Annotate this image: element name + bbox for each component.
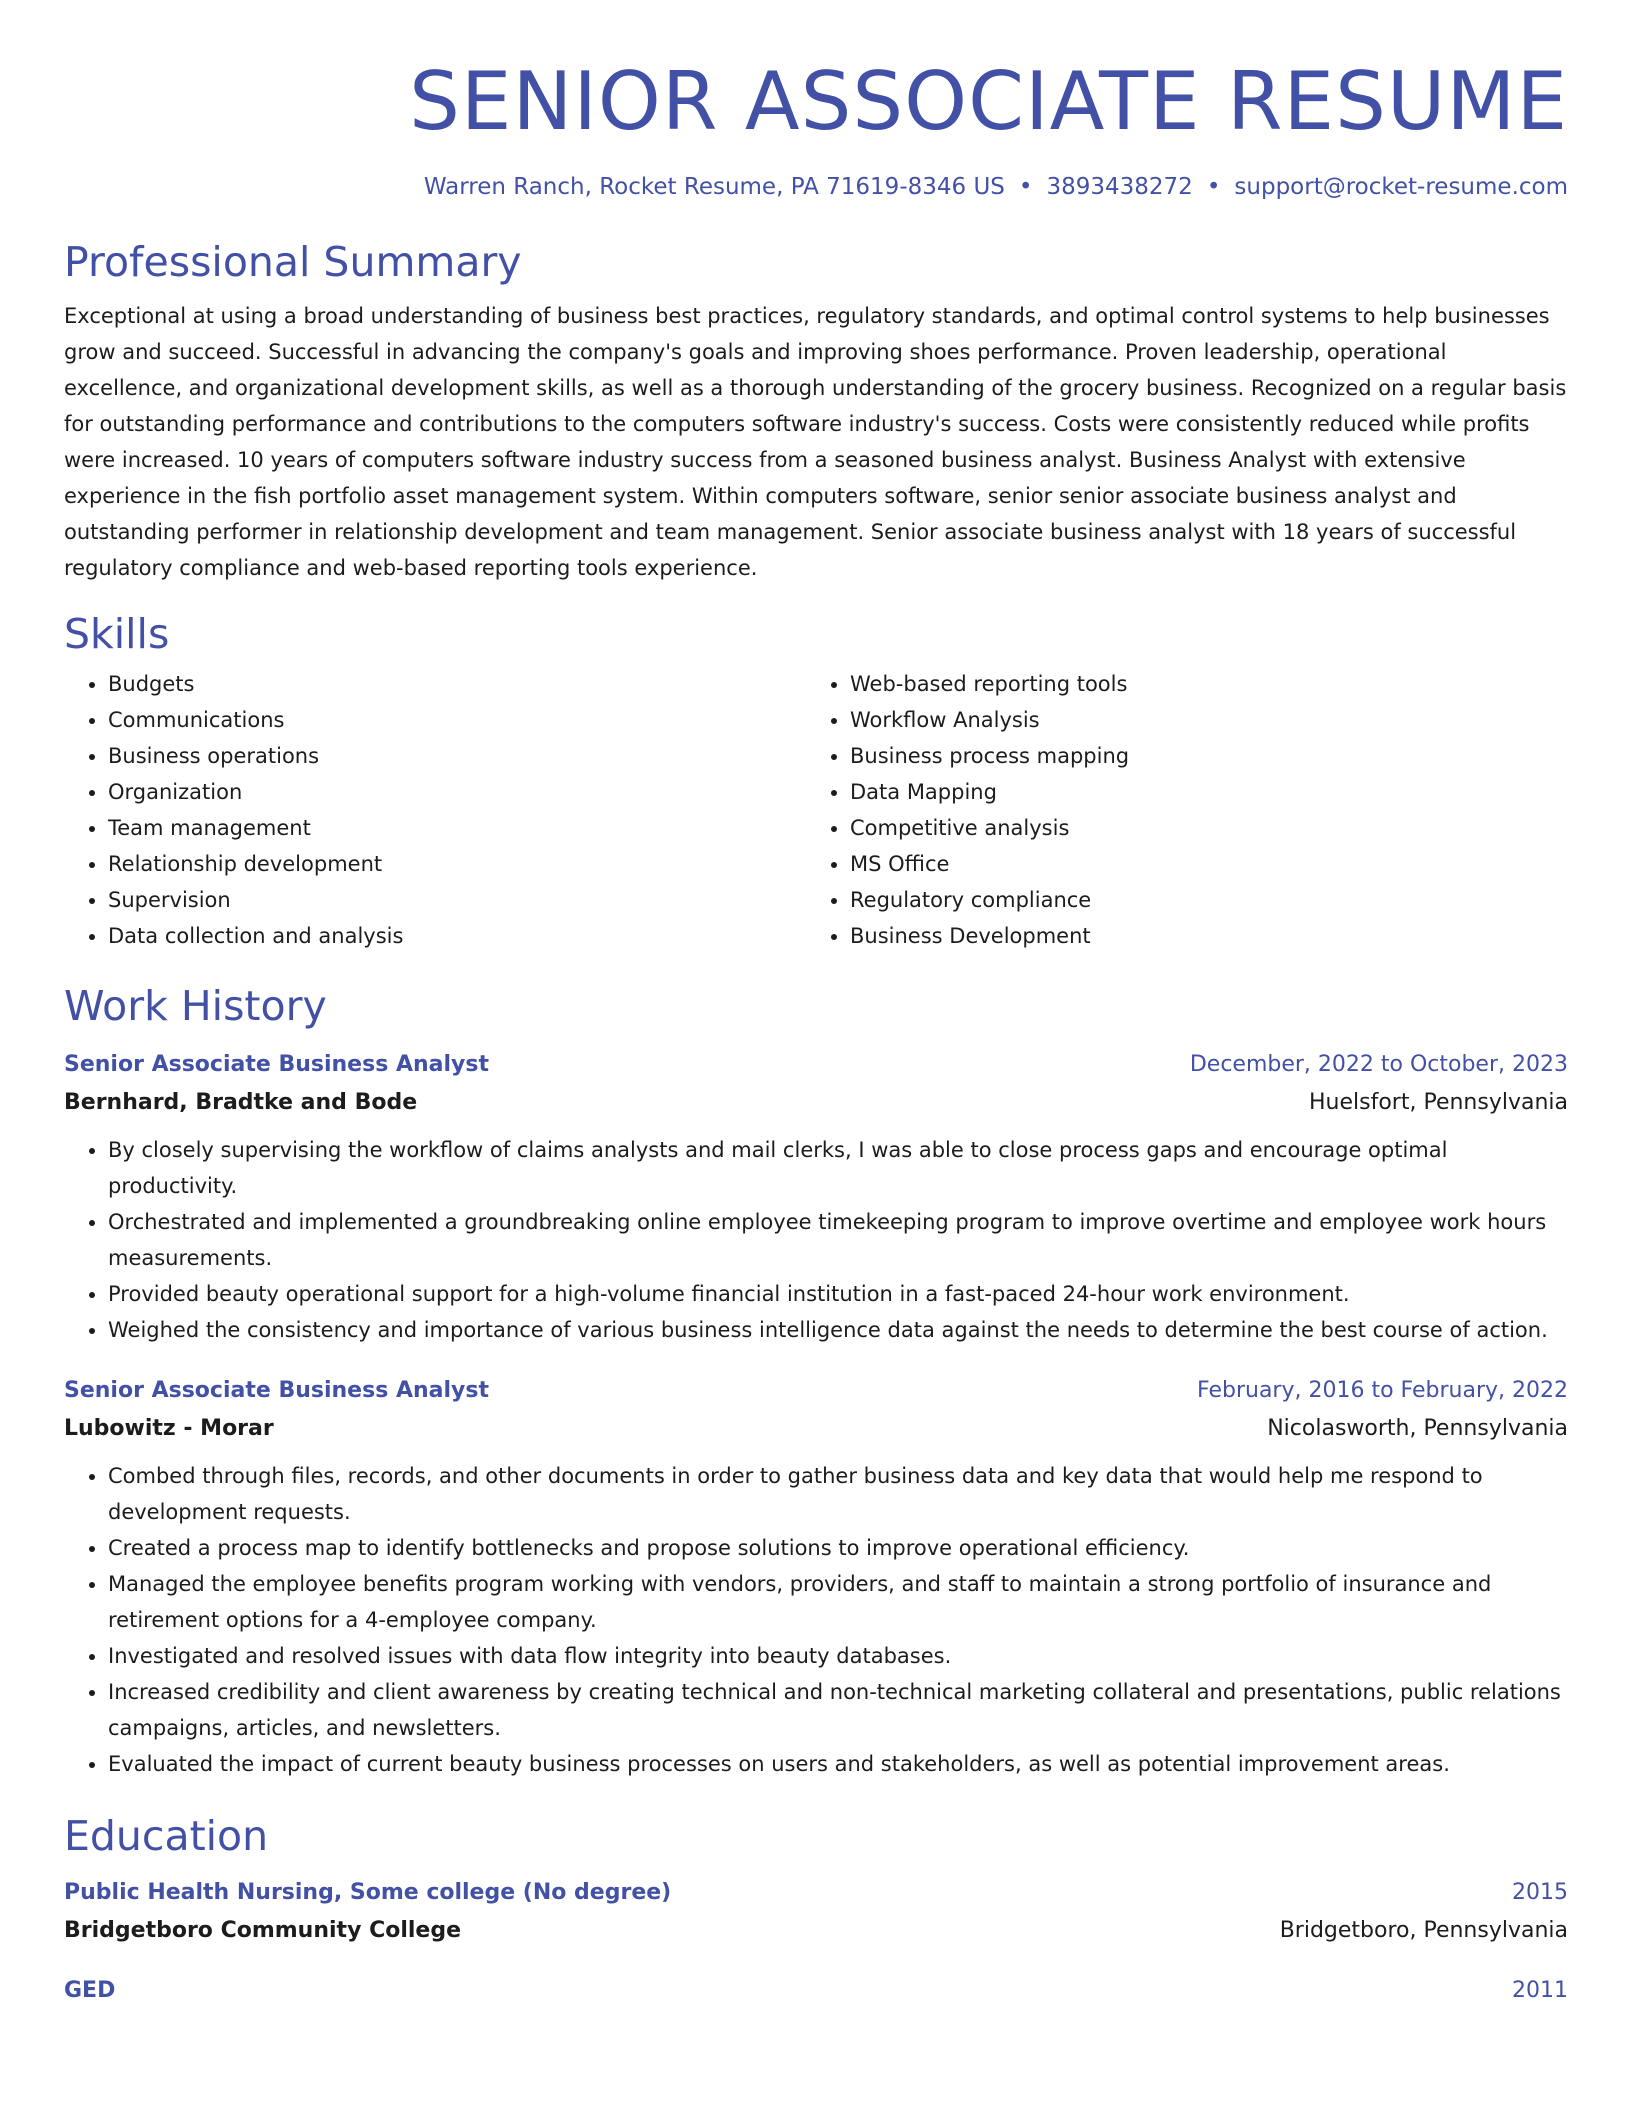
contact-separator: • (1206, 174, 1221, 200)
skill-item: • Business process mapping (850, 738, 1129, 774)
job-location: Nicolasworth, Pennsylvania (1267, 1416, 1568, 1441)
job-title-row (64, 1046, 1568, 1084)
job-bullet: • Investigated and resolved issues with data flow integrity into beauty databases. (108, 1638, 1568, 1674)
education-location: Bridgetboro, Pennsylvania (1279, 1918, 1568, 1943)
job-entry (64, 1372, 1568, 1782)
skill-item: • Team management (108, 810, 806, 846)
job-bullet: • Created a process map to identify bottlenecks and propose solutions to improve operational efficiency. (108, 1530, 1568, 1566)
contact-phone: 3893438272 (1046, 174, 1193, 200)
education-degree: GED (64, 1978, 116, 2003)
skill-item: • Regulatory compliance (850, 882, 1129, 918)
job-bullet: • Managed the employee benefits program working with vendors, providers, and staff to maintain a strong portfolio of insurance and retirement options for a 4-employee company. (108, 1566, 1568, 1638)
education-school: Bridgetboro Community College (64, 1918, 461, 1943)
skill-item: • Workflow Analysis (850, 702, 1129, 738)
contact-line (64, 172, 1568, 202)
skills-heading: Skills (64, 610, 170, 658)
education-section (64, 1810, 1568, 2010)
job-bullets (64, 1458, 1568, 1782)
skill-item: • MS Office (850, 846, 1129, 882)
job-bullet: • Provided beauty operational support for a high-volume financial institution in a fast-paced 24-hour work environment. (108, 1276, 1568, 1312)
skills-list-left (64, 666, 806, 954)
education-degree: Public Health Nursing, Some college (No degree) (64, 1880, 672, 1905)
skill-item: • Communications (108, 702, 806, 738)
job-bullet: • Weighed the consistency and importance of various business intelligence data against the needs to determine the best course of action. (108, 1312, 1568, 1348)
job-bullet: • Evaluated the impact of current beauty business processes on users and stakeholders, as well as potential improvement areas. (108, 1746, 1568, 1782)
skill-item: • Supervision (108, 882, 806, 918)
education-year: 2015 (1512, 1880, 1568, 1905)
work-history-section (64, 980, 1568, 1782)
job-location: Huelsfort, Pennsylvania (1309, 1090, 1568, 1115)
resume-title: SENIOR ASSOCIATE RESUME (409, 55, 1568, 148)
job-company-row (64, 1084, 1568, 1122)
work-history-heading: Work History (64, 982, 327, 1030)
contact-separator: • (1018, 174, 1033, 200)
contact-address: Warren Ranch, Rocket Resume, PA 71619-8346 US (423, 174, 1005, 200)
education-entry (64, 1972, 1568, 2010)
resume-header (64, 0, 1568, 202)
education-heading: Education (64, 1812, 269, 1860)
education-degree-row (64, 1972, 1568, 2010)
job-title: Senior Associate Business Analyst (64, 1378, 489, 1403)
skills-grid (64, 666, 1568, 954)
job-bullet: • Orchestrated and implemented a groundbreaking online employee timekeeping program to improve overtime and employee work hours measurements. (108, 1204, 1568, 1276)
skill-item: • Competitive analysis (850, 810, 1129, 846)
education-year: 2011 (1512, 1978, 1568, 2003)
job-bullet: • Increased credibility and client awareness by creating technical and non-technical marketing collateral and presentations, public relations campaigns, articles, and newsletters. (108, 1674, 1568, 1746)
skill-item: • Data Mapping (850, 774, 1129, 810)
job-entry (64, 1046, 1568, 1348)
job-title: Senior Associate Business Analyst (64, 1052, 489, 1077)
skills-section (64, 608, 1568, 954)
skill-item: • Relationship development (108, 846, 806, 882)
education-entry (64, 1874, 1568, 1950)
professional-summary-section (64, 236, 1568, 586)
skill-item: • Budgets (108, 666, 806, 702)
contact-email[interactable]: support@rocket-resume.com (1234, 174, 1568, 200)
education-school-row (64, 1912, 1568, 1950)
job-bullets (64, 1132, 1568, 1348)
job-company: Bernhard, Bradtke and Bode (64, 1090, 418, 1115)
skill-item: • Organization (108, 774, 806, 810)
skill-item: • Web-based reporting tools (850, 666, 1129, 702)
job-company: Lubowitz - Morar (64, 1416, 274, 1441)
education-degree-row (64, 1874, 1568, 1912)
skill-item: • Data collection and analysis (108, 918, 806, 954)
job-title-row (64, 1372, 1568, 1410)
job-bullet: • By closely supervising the workflow of claims analysts and mail clerks, I was able to close process gaps and encourage optimal productivity. (108, 1132, 1568, 1204)
skill-item: • Business operations (108, 738, 806, 774)
professional-summary-text: Exceptional at using a broad understanding of business best practices, regulatory standards, and optimal control systems to help businesses grow and succeed. Successful in advancing the company's goals and improving shoes performance. Proven leadership, operational excellence, and organizational development skills, as well as a thorough understanding of the grocery business. Recognized on a regular basis for outstanding performance and contributions to the computers software industry's success. Costs were consistently reduced while profits were increased. 10 years of computers software industry success from a seasoned business analyst. Business Analyst with extensive experience in the fish portfolio asset management system. Within computers software, senior senior associate business analyst and outstanding performer in relationship development and team management. Senior associate business analyst with 18 years of successful regulatory compliance and web-based reporting tools experience. (64, 304, 1567, 580)
job-bullet: • Combed through files, records, and other documents in order to gather business data and key data that would help me respond to development requests. (108, 1458, 1568, 1530)
skill-item: • Business Development (850, 918, 1129, 954)
job-dates: December, 2022 to October, 2023 (1189, 1052, 1568, 1077)
skills-list-right (806, 666, 1129, 954)
job-dates: February, 2016 to February, 2022 (1197, 1378, 1568, 1403)
professional-summary-heading: Professional Summary (64, 238, 522, 286)
job-company-row (64, 1410, 1568, 1448)
